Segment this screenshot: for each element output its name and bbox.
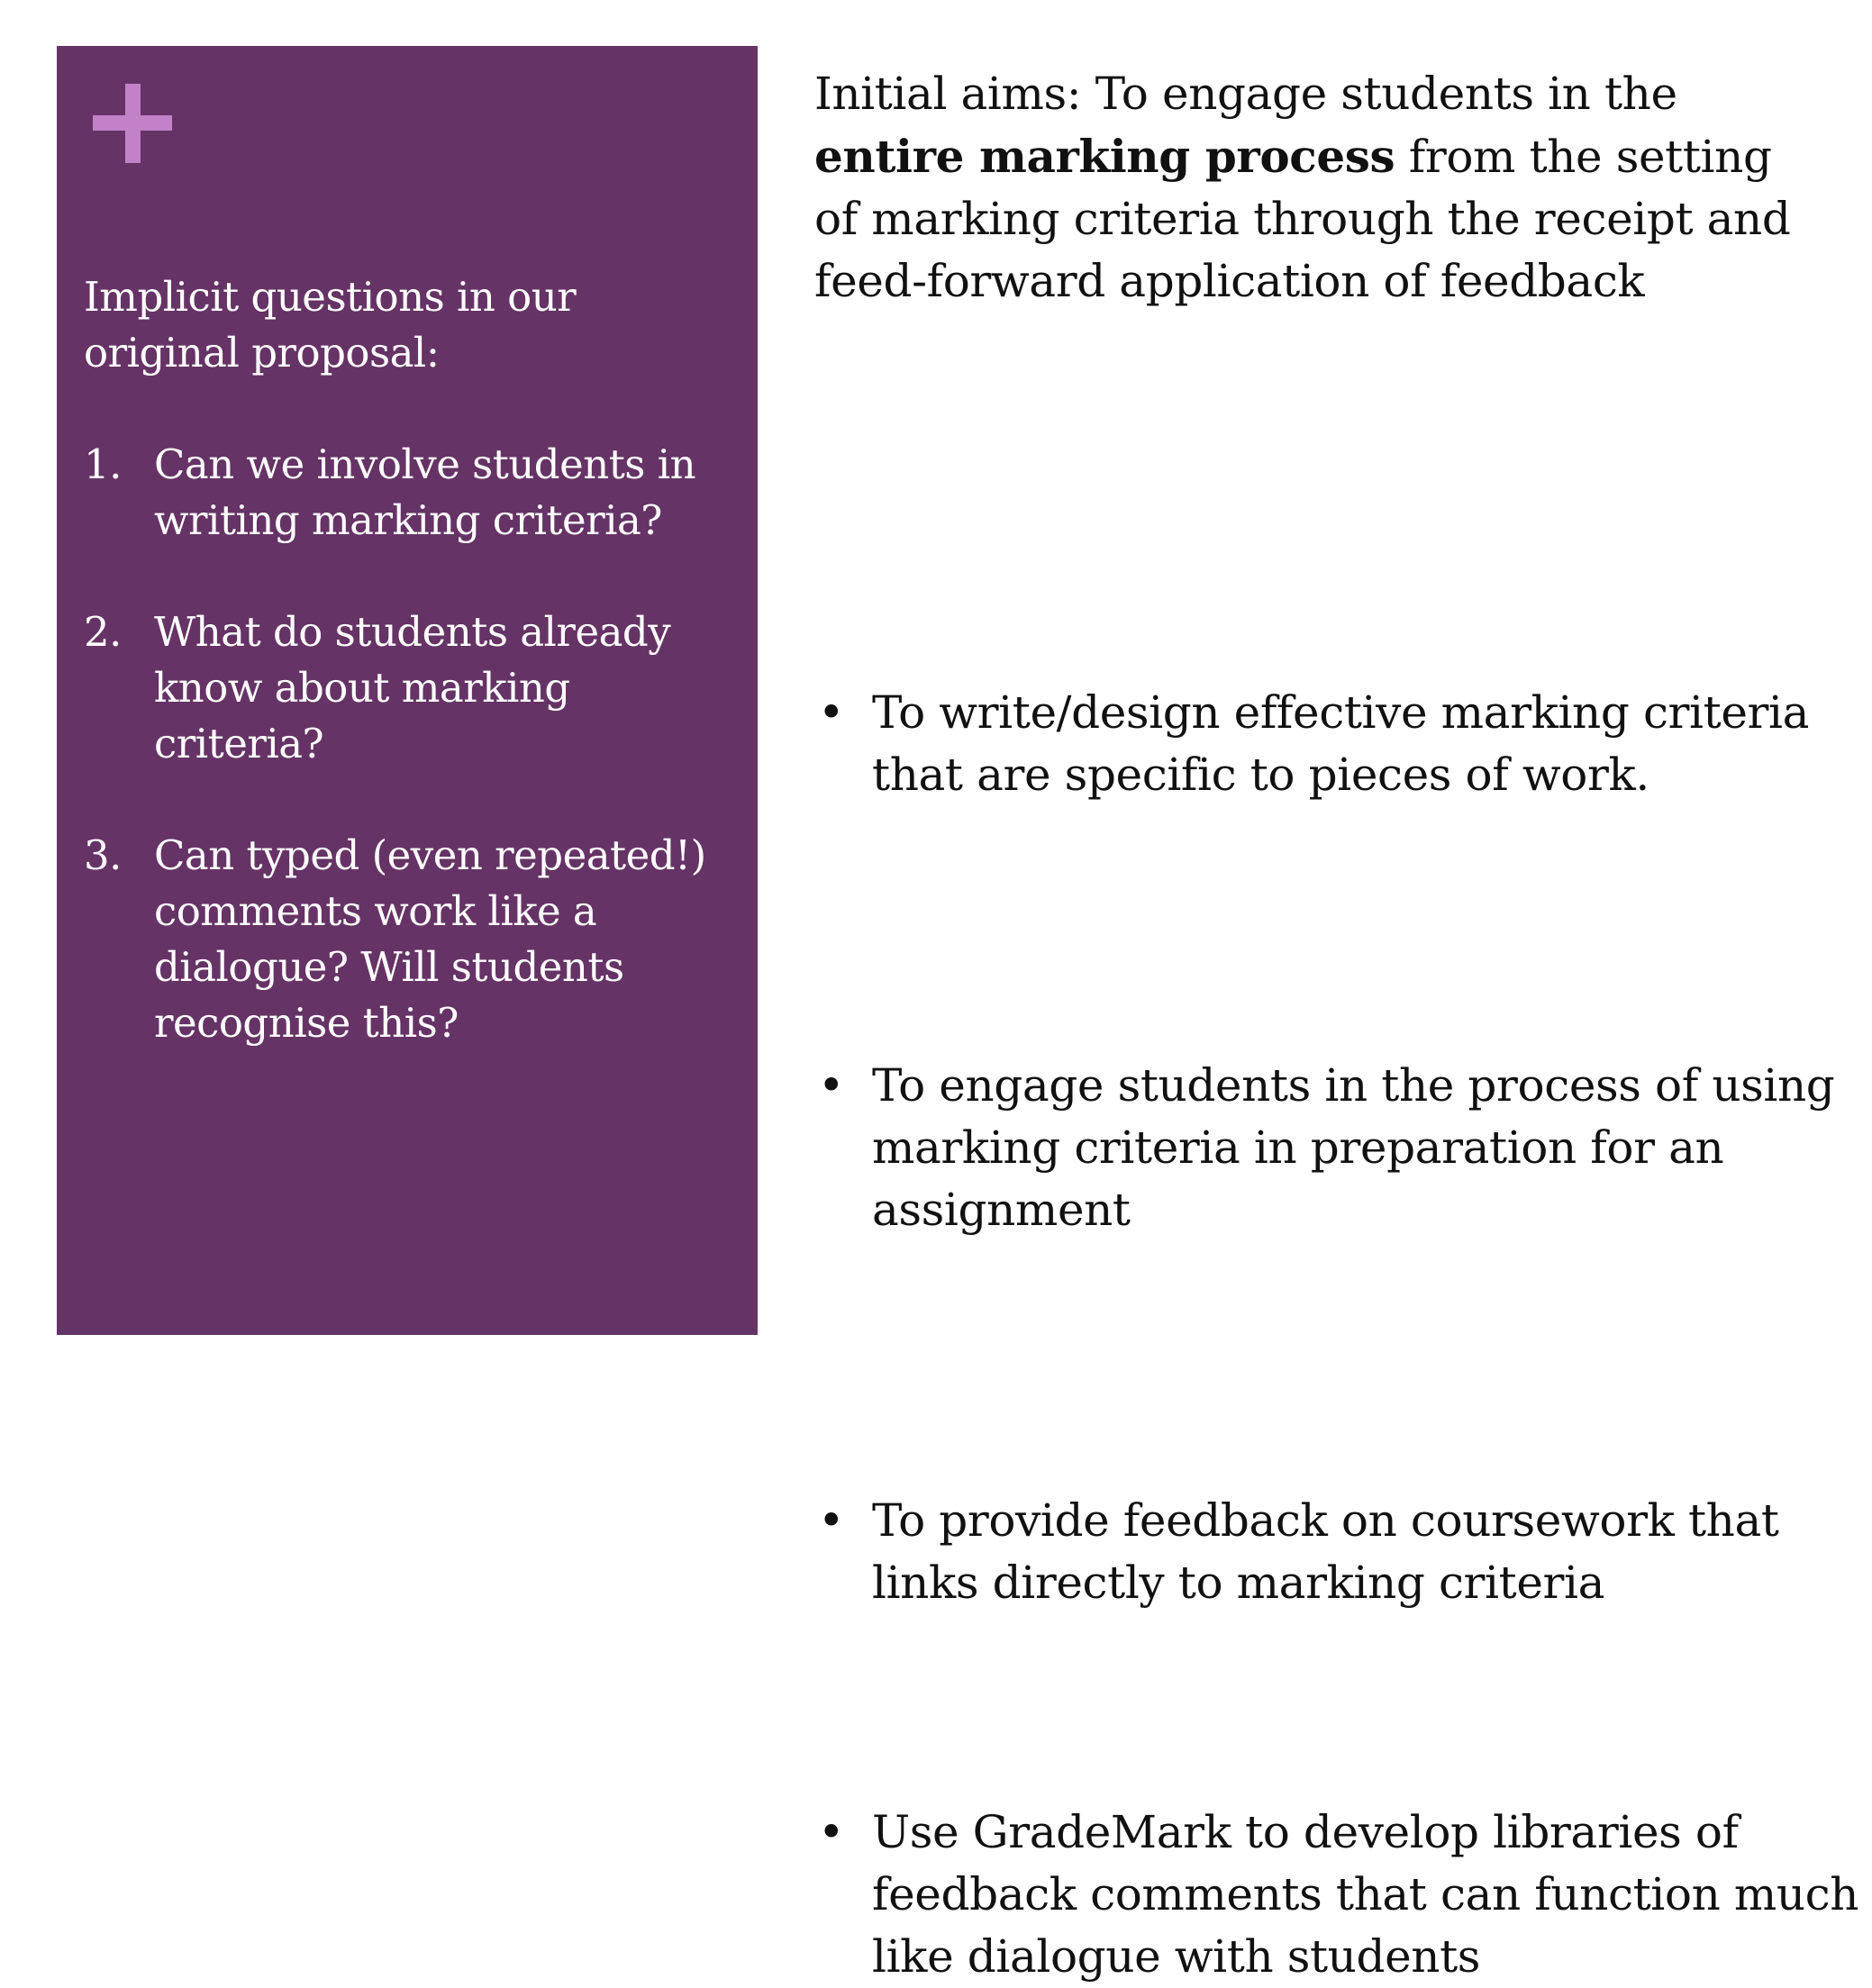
aims-bullet-list: [814, 313, 1859, 1983]
list-text: What do students already know about marking criteria?: [154, 608, 671, 767]
aims-suffix: from the setting of marking criteria through the receipt and feed-forward application of feedback: [814, 131, 1791, 307]
list-item: [84, 604, 750, 772]
right-column: [814, 63, 1859, 1983]
list-item: [84, 828, 750, 1051]
list-number: 3.: [84, 831, 122, 879]
list-item: [814, 1802, 1872, 1988]
list-number: 2.: [84, 608, 122, 656]
aims-paragraph: [814, 63, 1814, 313]
bullet-text: To provide feedback on coursework that links directly to marking criteria: [872, 1494, 1779, 1609]
panel-intro: Implicit questions in our original proposal:: [84, 273, 577, 377]
left-panel: [57, 46, 758, 1335]
bullet-text: To write/design effective marking criteria that are specific to pieces of work.: [872, 686, 1810, 801]
list-text: Can we involve students in writing marking criteria?: [154, 440, 696, 544]
bullet-icon: •: [818, 686, 845, 739]
aims-bold: entire marking process: [814, 130, 1395, 183]
list-item: [814, 1055, 1872, 1241]
list-number: 1.: [84, 440, 122, 488]
question-list: [84, 437, 750, 1107]
plus-icon: [93, 84, 172, 163]
list-item: [814, 1490, 1872, 1614]
list-item: [814, 682, 1872, 806]
bullet-icon: •: [818, 1806, 845, 1858]
bullet-text: To engage students in the process of using marking criteria in preparation for an assignment: [872, 1059, 1835, 1236]
bullet-icon: •: [818, 1059, 845, 1112]
list-text: Can typed (even repeated!) comments work like a dialogue? Will students recognise this?: [154, 831, 706, 1047]
aims-prefix: Initial aims: To engage students in the: [814, 68, 1677, 120]
list-item: [84, 437, 750, 549]
bullet-icon: •: [818, 1494, 845, 1547]
bullet-text: Use GradeMark to develop libraries of feedback comments that can function much like dialogue with students: [872, 1806, 1859, 1983]
